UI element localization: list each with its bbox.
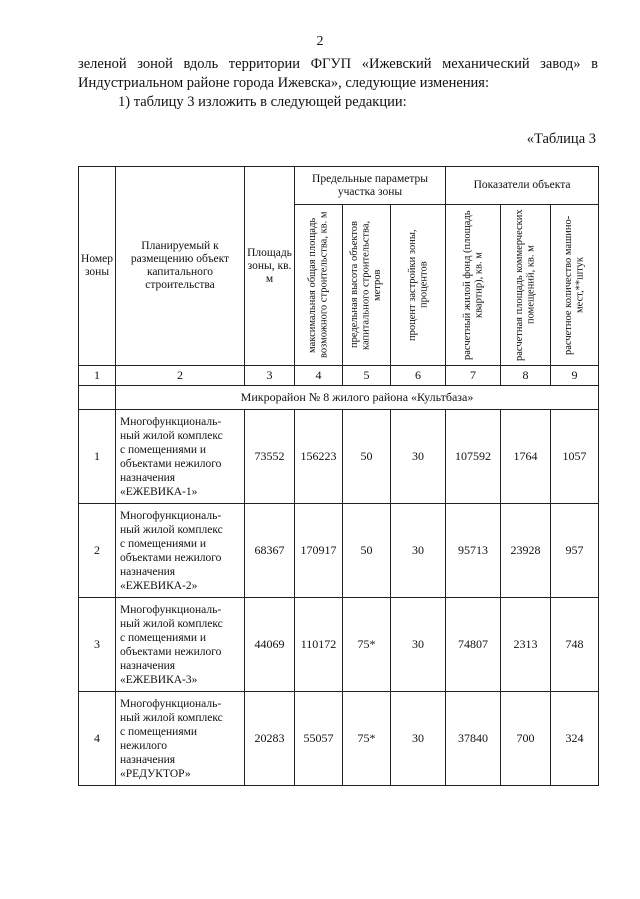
object-name-line: нежилого: [120, 739, 168, 752]
zone-area: 20283: [245, 692, 295, 786]
column-number: 9: [551, 366, 599, 386]
header-limits-group: Предельные параметры участка зоны: [295, 167, 446, 205]
parking-count: 957: [551, 504, 599, 598]
housing-area: 95713: [446, 504, 501, 598]
intro-line-2: Индустриальном районе города Ижевска», следующие изменения:: [78, 75, 489, 91]
object-name-line: назначения: [120, 659, 176, 672]
zone-number: 1: [79, 410, 116, 504]
object-name-line: «РЕДУКТОР»: [120, 767, 191, 780]
object-name-line: объектами нежилого: [120, 645, 222, 658]
header-housing-text: расчетный жилой фонд (площадь квартир), кв. м: [461, 210, 485, 360]
object-name: [116, 504, 245, 598]
object-name-line: с помещениями и: [120, 631, 207, 644]
header-parking: [551, 205, 599, 366]
build-percent: 30: [391, 692, 446, 786]
table-row: [79, 504, 599, 598]
max-area: 110172: [295, 598, 343, 692]
column-number: 6: [391, 366, 446, 386]
table-row: [79, 692, 599, 786]
housing-area: 107592: [446, 410, 501, 504]
object-name-line: ный жилой комплекс: [120, 429, 223, 442]
object-name-line: Многофункциональ-: [120, 697, 222, 710]
column-number: 7: [446, 366, 501, 386]
zones-table: [78, 166, 599, 786]
header-max-area: [295, 205, 343, 366]
column-number: 2: [116, 366, 245, 386]
table-caption: «Таблица 3: [526, 131, 596, 147]
zone-number: 4: [79, 692, 116, 786]
column-number: 1: [79, 366, 116, 386]
zone-number: 2: [79, 504, 116, 598]
commercial-area: 700: [501, 692, 551, 786]
column-number: 4: [295, 366, 343, 386]
column-number: 5: [343, 366, 391, 386]
build-percent: 30: [391, 410, 446, 504]
header-row-1: [79, 167, 599, 205]
table-row: [79, 410, 599, 504]
build-percent: 30: [391, 598, 446, 692]
section-row: [79, 386, 599, 410]
intro-line-1: зеленой зоной вдоль территории ФГУП «Ижевский механический завод» в: [78, 56, 598, 72]
header-commercial: [501, 205, 551, 366]
header-max-area-text: максимальная общая площадь возможного строительства, кв. м: [307, 211, 330, 359]
header-build-percent-text: процент застройки зоны, процентов: [406, 229, 429, 341]
zone-area: 68367: [245, 504, 295, 598]
max-height: 75*: [343, 598, 391, 692]
object-name-line: с помещениями и: [120, 443, 207, 456]
build-percent: 30: [391, 504, 446, 598]
column-number-row: [79, 366, 599, 386]
commercial-area: 23928: [501, 504, 551, 598]
object-name-line: назначения: [120, 565, 176, 578]
object-name-line: с помещениями: [120, 725, 198, 738]
object-name-line: объектами нежилого: [120, 551, 222, 564]
object-name: [116, 410, 245, 504]
parking-count: 1057: [551, 410, 599, 504]
object-name-line: ный жилой комплекс: [120, 523, 223, 536]
header-housing: [446, 205, 501, 366]
object-name: [116, 692, 245, 786]
zone-area: 44069: [245, 598, 295, 692]
section-blank-cell: [79, 386, 116, 410]
section-title: Микрорайон № 8 жилого района «Культбаза»: [116, 386, 599, 410]
object-name-line: «ЕЖЕВИКА-2»: [120, 579, 198, 592]
zone-area: 73552: [245, 410, 295, 504]
column-number: 8: [501, 366, 551, 386]
object-name-line: ный жилой комплекс: [120, 711, 223, 724]
object-name-line: назначения: [120, 471, 176, 484]
max-height: 50: [343, 504, 391, 598]
housing-area: 37840: [446, 692, 501, 786]
object-name-line: «ЕЖЕВИКА-3»: [120, 673, 198, 686]
intro-text: [78, 55, 598, 112]
header-commercial-text: расчетная площадь коммерческих помещений, кв. м: [514, 209, 537, 361]
max-area: 55057: [295, 692, 343, 786]
object-name-line: Многофункциональ-: [120, 603, 222, 616]
header-zone-number: Номер зоны: [79, 167, 116, 366]
object-name-line: с помещениями и: [120, 537, 207, 550]
max-height: 75*: [343, 692, 391, 786]
commercial-area: 1764: [501, 410, 551, 504]
max-area: 156223: [295, 410, 343, 504]
object-name-line: объектами нежилого: [120, 457, 222, 470]
page-number: 2: [316, 34, 324, 49]
commercial-area: 2313: [501, 598, 551, 692]
header-max-height-text: предельная высота объектов капитального строительства, метров: [349, 220, 384, 350]
header-indicators-group: Показатели объекта: [446, 167, 599, 205]
object-name-line: ный жилой комплекс: [120, 617, 223, 630]
header-build-percent: [391, 205, 446, 366]
parking-count: 748: [551, 598, 599, 692]
header-object: Планируемый к размещению объект капитального строительства: [116, 167, 245, 366]
housing-area: 74807: [446, 598, 501, 692]
max-area: 170917: [295, 504, 343, 598]
intro-line-3: 1) таблицу 3 изложить в следующей редакции:: [118, 94, 407, 110]
parking-count: 324: [551, 692, 599, 786]
object-name: [116, 598, 245, 692]
column-number: 3: [245, 366, 295, 386]
header-zone-area: Площадь зоны, кв. м: [245, 167, 295, 366]
header-parking-text: расчетное количество машино-мест,**штук: [563, 215, 586, 355]
max-height: 50: [343, 410, 391, 504]
object-name-line: назначения: [120, 753, 176, 766]
zone-number: 3: [79, 598, 116, 692]
header-max-height: [343, 205, 391, 366]
table-row: [79, 598, 599, 692]
object-name-line: Многофункциональ-: [120, 415, 222, 428]
object-name-line: Многофункциональ-: [120, 509, 222, 522]
object-name-line: «ЕЖЕВИКА-1»: [120, 485, 198, 498]
